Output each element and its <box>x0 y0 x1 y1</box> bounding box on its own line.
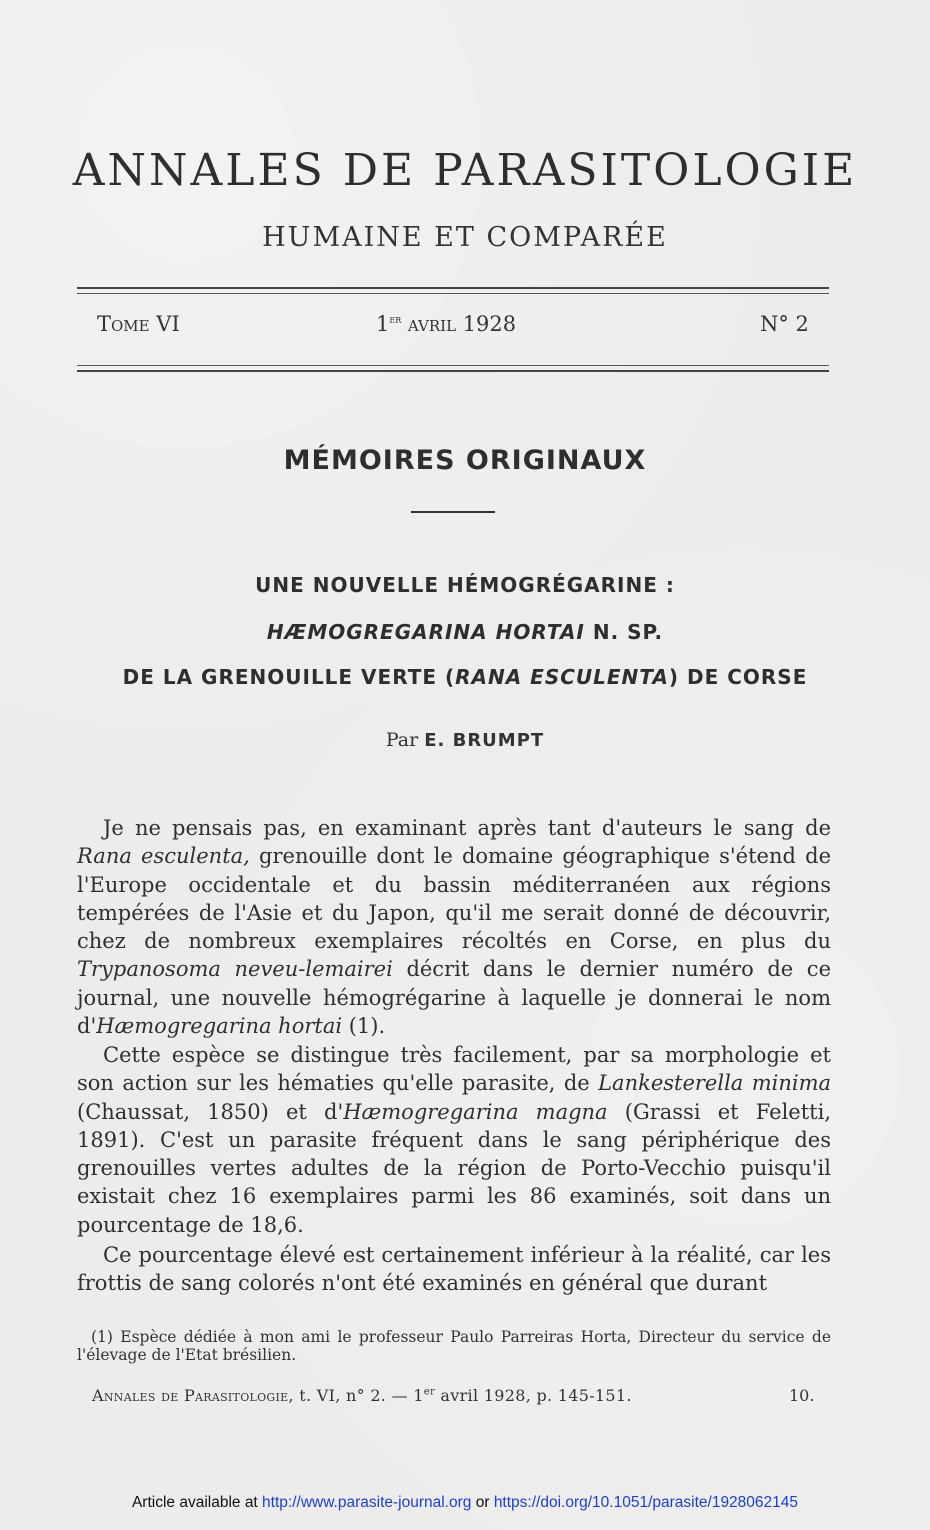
header-rule-top <box>77 287 829 289</box>
issue-number: N° 2 <box>760 312 809 336</box>
page-number: 10. <box>789 1386 815 1405</box>
availability-prefix: Article available at <box>131 1494 263 1511</box>
header-rule-bottom <box>77 370 829 372</box>
host-species: RANA ESCULENTA <box>455 665 669 689</box>
author-name: E. BRUMPT <box>424 730 545 751</box>
italic-run: Hæmogregarina hortai <box>96 1014 343 1039</box>
text-run: Je ne pensais pas, en examinant après tant d'auteurs le sang de <box>103 816 831 840</box>
journal-title: ANNALES DE PARASITOLOGIE <box>72 145 858 196</box>
issue-date-day: 1 <box>376 312 390 336</box>
italic-run: Hæmogregarina magna <box>343 1099 608 1124</box>
text-run: (Chaussat, 1850) et d' <box>77 1099 344 1124</box>
availability-or: or <box>471 1494 494 1511</box>
italic-run: Lankesterella minima <box>598 1071 832 1096</box>
citation-footer <box>92 1386 632 1405</box>
footnote: (1) Espèce dédiée à mon ami le professeur Paulo Parreiras Horta, Directeur du service de l'élevage de l'Etat brésilien. <box>77 1328 831 1364</box>
article-title-line-3 <box>0 665 930 689</box>
body-paragraph-2 <box>77 1041 831 1239</box>
title-line-3-a: DE LA GRENOUILLE VERTE ( <box>122 665 456 689</box>
byline-par: Par <box>385 729 425 751</box>
header-rule-bottom-thin <box>77 365 829 366</box>
section-divider <box>411 511 495 513</box>
citation-sup: er <box>423 1386 436 1398</box>
citation-journal: Annales de Parasitologie, <box>92 1386 294 1405</box>
issue-date <box>376 312 516 336</box>
body-paragraph-1 <box>77 814 831 1040</box>
article-availability <box>0 1494 930 1512</box>
issue-date-sup: er <box>389 312 402 326</box>
citation-volume: t. VI, n° 2. — 1 <box>293 1386 424 1405</box>
italic-run: Rana esculenta, <box>77 844 250 869</box>
text-run: décrit dans le dernier numéro de ce journal, une nouvelle hémogrégarine à laquelle je donnerai le nom d' <box>77 957 831 1039</box>
journal-website-link[interactable]: http://www.parasite-journal.org <box>262 1494 472 1511</box>
citation-date: avril 1928, p. 145-151. <box>435 1386 632 1405</box>
issue-tome: Tome VI <box>97 312 180 336</box>
section-heading: MÉMOIRES ORIGINAUX <box>283 445 647 476</box>
header-rule-top-thin <box>77 293 829 294</box>
text-run: (1). <box>342 1014 386 1039</box>
italic-run: Trypanosoma neveu-lemairei <box>77 957 393 982</box>
article-title-line-1: UNE NOUVELLE HÉMOGRÉGARINE : <box>255 573 675 597</box>
species-suffix: N. SP. <box>584 620 664 644</box>
byline <box>0 729 930 751</box>
issue-date-rest: avril 1928 <box>401 312 517 336</box>
title-line-3-b: ) DE CORSE <box>668 665 808 689</box>
text-run: grenouille dont le domaine géographique s'étend de l'Europe occidentale et du bassin méditerranéen aux régions tempérées de l'Asie et du Japon, qu'il me serait donné de découvrir, chez de nombreux exemplaires récoltés en Corse, en plus du <box>77 844 831 954</box>
text-run: Cette espèce se distingue très facilement, par sa morphologie et son action sur les hématies qu'elle parasite, de <box>77 1043 831 1096</box>
text-run: (Grassi et Feletti, 1891). C'est un parasite fréquent dans le sang périphérique des grenouilles vertes adultes de la région de Porto-Vecchio puisqu'il existait chez 16 exemplaires parmi les 86 examinés, soit dans un pourcentage de 18,6. <box>77 1099 831 1237</box>
journal-subtitle: HUMAINE ET COMPARÉE <box>262 222 668 253</box>
body-paragraph-3: Ce pourcentage élevé est certainement inférieur à la réalité, car les frottis de sang colorés n'ont été examinés en général que durant <box>77 1243 831 1296</box>
species-name: HÆMOGREGARINA HORTAI <box>266 620 585 644</box>
doi-link[interactable]: https://doi.org/10.1051/parasite/1928062145 <box>493 1494 799 1511</box>
article-title-line-2 <box>0 620 930 644</box>
